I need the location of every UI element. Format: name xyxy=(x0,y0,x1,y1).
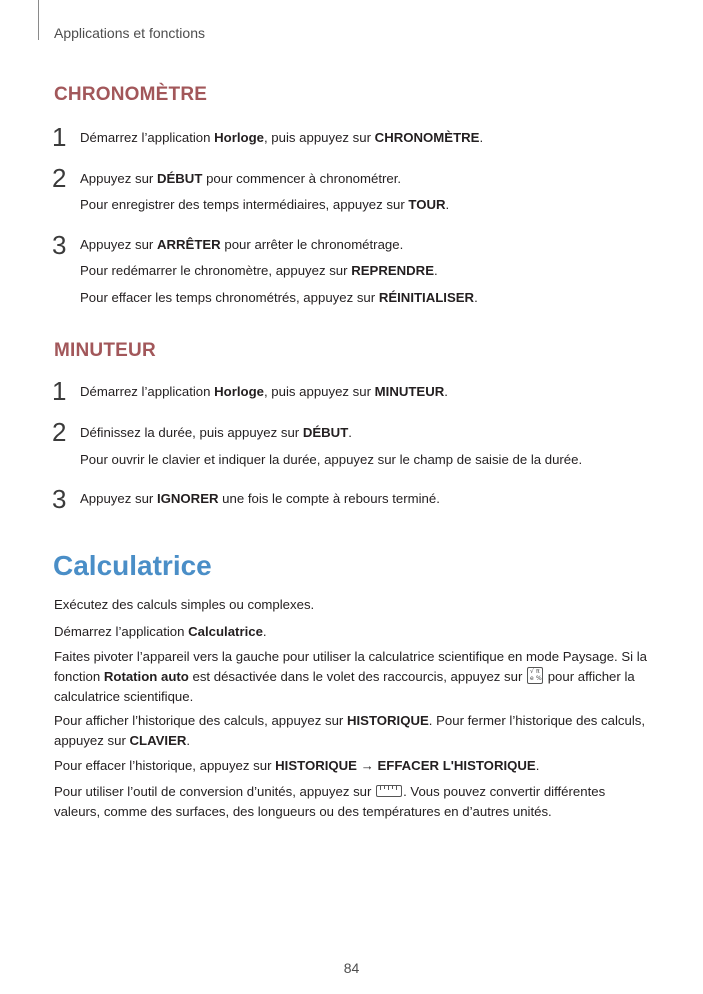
chrono-step-1-line-1: Démarrez l’application Horloge, puis appuyez sur CHRONOMÈTRE. xyxy=(80,130,484,145)
timer-step-3-number: 3 xyxy=(52,484,67,514)
timer-step-2-line-2: Pour ouvrir le clavier et indiquer la durée, appuyez sur le champ de saisie de la durée. xyxy=(80,452,583,467)
chrono-step-2-line-2: Pour enregistrer des temps intermédiaires, appuyez sur TOUR. xyxy=(80,197,450,212)
chrono-step-1-number: 1 xyxy=(52,122,67,152)
timer-step-1-line-1: Démarrez l’application Horloge, puis appuyez sur MINUTEUR. xyxy=(80,384,448,399)
chapter-title-calculatrice: Calculatrice xyxy=(53,550,212,581)
header-rule xyxy=(38,0,39,40)
chrono-step-2-line-1: Appuyez sur DÉBUT pour commencer à chronométrer. xyxy=(80,171,402,186)
calc-history-paragraph: Pour afficher l’historique des calculs, appuyez sur HISTORIQUE. Pour fermer l’historique des calculs, appuyez sur CLAVIER. xyxy=(54,713,646,748)
calc-rotate-paragraph: Faites pivoter l’appareil vers la gauche pour utiliser la calculatrice scientifique en mode Paysage. Si la fonction Rotation auto est désactivée dans le volet des raccourcis, appuyez sur √ π e % pour afficher la calculatrice scientifique. xyxy=(54,649,648,704)
chrono-step-3-line-3: Pour effacer les temps chronométrés, appuyez sur RÉINITIALISER. xyxy=(80,290,478,305)
chrono-step-2-number: 2 xyxy=(52,163,67,193)
calc-launch: Démarrez l’application Calculatrice. xyxy=(54,624,267,639)
chrono-step-3-number: 3 xyxy=(52,230,67,260)
page-number: 84 xyxy=(343,960,360,976)
unit-converter-icon xyxy=(376,785,402,797)
page-header-title: Applications et fonctions xyxy=(54,25,205,41)
calc-clear-history: Pour effacer l’historique, appuyez sur HISTORIQUE → EFFACER L'HISTORIQUE. xyxy=(54,758,540,773)
timer-step-2-line-1: Définissez la durée, puis appuyez sur DÉBUT. xyxy=(80,425,352,440)
section-title-minuteur: MINUTEUR xyxy=(54,340,156,361)
timer-step-1-number: 1 xyxy=(52,376,67,406)
calc-converter-paragraph: Pour utiliser l’outil de conversion d’unités, appuyez sur . Vous pouvez convertir différentes valeurs, comme des surfaces, des longueurs ou des températures en d’autres unités. xyxy=(54,784,606,819)
scientific-calculator-icon: √ π e % xyxy=(527,667,543,684)
calc-intro: Exécutez des calculs simples ou complexes. xyxy=(54,597,315,612)
section-title-chronometre: CHRONOMÈTRE xyxy=(54,84,208,105)
timer-step-2-number: 2 xyxy=(52,417,67,447)
chrono-step-3-line-2: Pour redémarrer le chronomètre, appuyez sur REPRENDRE. xyxy=(80,263,438,278)
chrono-step-3-line-1: Appuyez sur ARRÊTER pour arrêter le chronométrage. xyxy=(80,237,404,252)
timer-step-3-line-1: Appuyez sur IGNORER une fois le compte à rebours terminé. xyxy=(80,491,440,506)
